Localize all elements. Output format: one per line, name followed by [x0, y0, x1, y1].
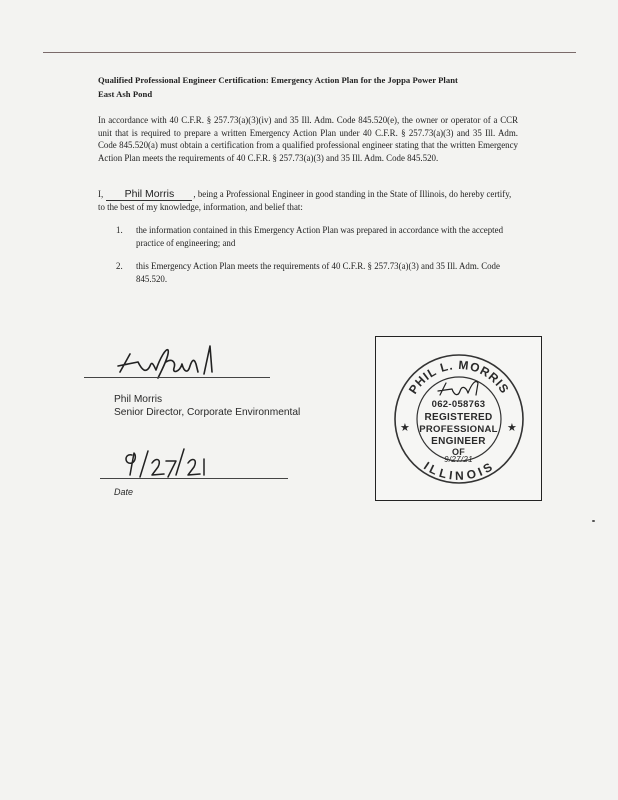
intro-paragraph: In accordance with 40 C.F.R. § 257.73(a)(3)(iv) and 35 Ill. Adm. Code 845.520(e), the owner or operator of a CCR unit that is required to prepare a written Emergency Action Plan under 40 C.F.R. § 257.73(a)(3) and 35 Ill. Adm. Code 845.520(a) must obtain a certification from a qualified professional engineer stating that the written Emergency Action Plan meets the requirements of 40 C.F.R. § 257.73(a)(3) and 35 Ill. Adm. Code 845.520. — [98, 115, 518, 163]
title-line-2: East Ash Pond — [98, 89, 153, 99]
certification-statement — [98, 188, 518, 214]
date-line — [100, 478, 288, 479]
date-label: Date — [114, 487, 134, 497]
signer-title: Senior Director, Corporate Environmental — [114, 406, 301, 418]
seal-license-number: 062-058763 — [431, 399, 486, 410]
title-line-1: Qualified Professional Engineer Certification: Emergency Action Plan for the Joppa Power Plant — [98, 75, 458, 85]
signature-line — [84, 377, 270, 378]
seal-engineer: ENGINEER — [431, 436, 486, 447]
cert-suffix: , being a Professional Engineer in good standing in the State of Illinois, do hereby certify, to the best of my knowledge, information, and belief that: — [98, 189, 512, 212]
signer-name: Phil Morris — [114, 394, 163, 405]
star-icon: ★ — [400, 421, 410, 434]
scan-speck — [592, 520, 595, 522]
list-item-text: the information contained in this Emergency Action Plan was prepared in accordance with the accepted practice of engineering; and — [136, 225, 504, 248]
list-item-text: this Emergency Action Plan meets the requirements of 40 C.F.R. § 257.73(a)(3) and 35 Ill. Adm. Code 845.520. — [136, 261, 500, 284]
handwritten-signature — [108, 340, 258, 382]
seal-of: OF — [451, 447, 466, 457]
seal-arc-bottom: ILLINOIS — [421, 458, 497, 483]
seal-signature — [438, 381, 478, 395]
star-icon: ★ — [507, 421, 517, 434]
cert-prefix: I, — [98, 189, 104, 199]
seal-professional: PROFESSIONAL — [419, 424, 498, 435]
list-item-number: 1. — [116, 225, 123, 235]
engineer-name-field: Phil Morris — [106, 189, 192, 201]
seal-registered: REGISTERED — [424, 412, 493, 423]
top-rule — [43, 52, 576, 53]
document-title — [98, 73, 528, 101]
seal-signed-date: 9/27/21 — [444, 455, 473, 464]
handwritten-date — [118, 445, 208, 479]
signer-block — [114, 394, 300, 419]
list-item-number: 2. — [116, 261, 123, 271]
seal-arc-top: PHIL L. MORRIS — [405, 357, 513, 397]
engineer-seal-box — [375, 336, 542, 501]
